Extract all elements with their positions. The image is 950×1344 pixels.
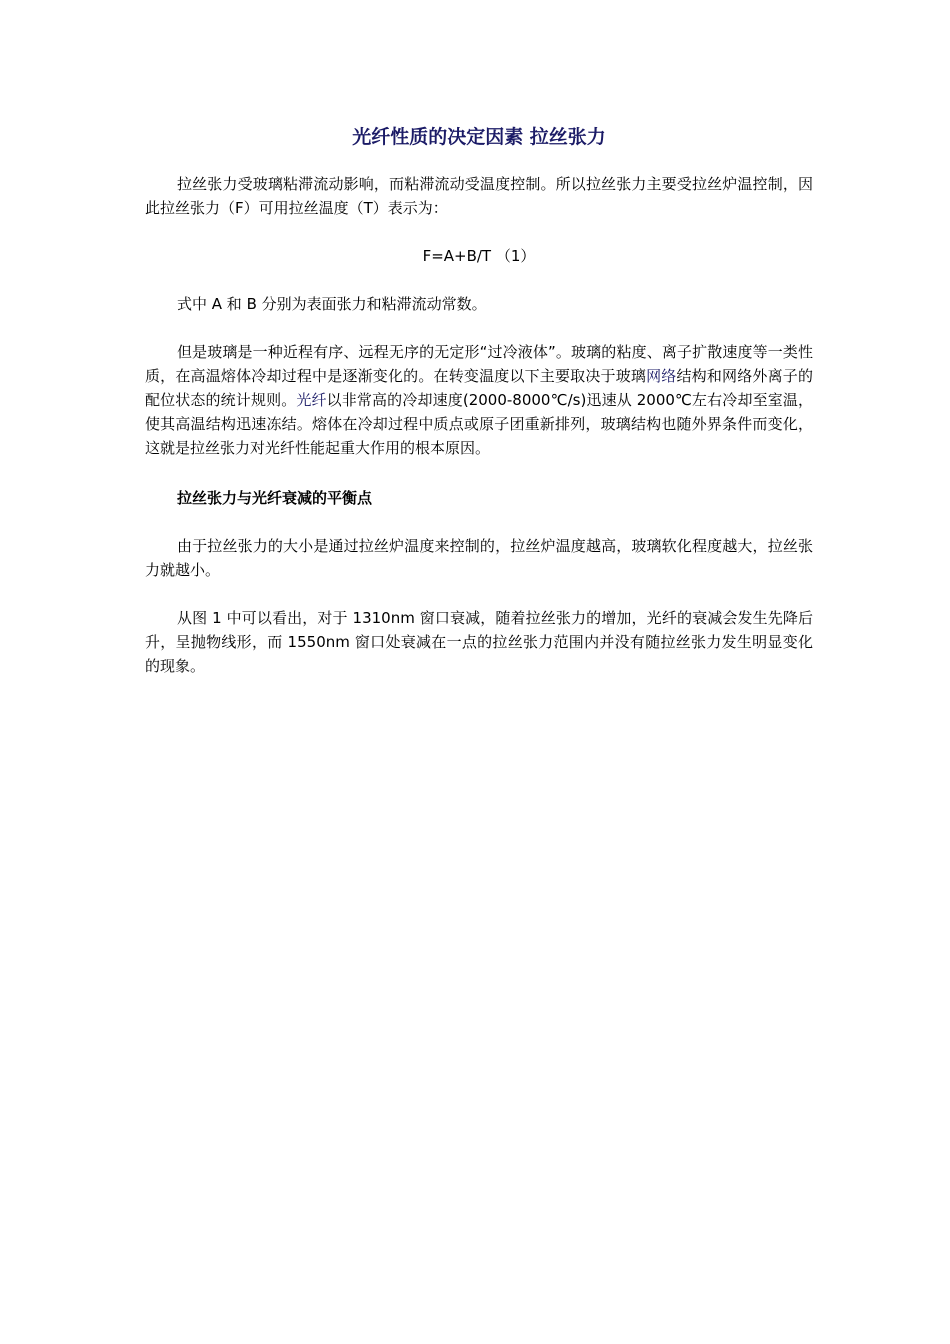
paragraph-glass-structure xyxy=(145,340,813,460)
paragraph-draw-tension-intro: 拉丝张力受玻璃粘滞流动影响，而粘滞流动受温度控制。所以拉丝张力主要受拉丝炉温控制，因此拉丝张力（F）可用拉丝温度（T）表示为： xyxy=(145,175,813,217)
paragraph-furnace-temperature: 由于拉丝张力的大小是通过拉丝炉温度来控制的，拉丝炉温度越高，玻璃软化程度越大，拉丝张力就越小。 xyxy=(145,537,813,579)
paragraph-attenuation: 从图 1 中可以看出，对于 1310nm 窗口衰减，随着拉丝张力的增加，光纤的衰减会发生先降后升，呈抛物线形，而 1550nm 窗口处衰减在一点的拉丝张力范围内并没有随拉丝张力发生明显变化的现象。 xyxy=(145,609,813,675)
paragraph-constants: 式中 A 和 B 分别为表面张力和粘滞流动常数。 xyxy=(177,295,487,313)
glass-structure-text-a: 但是玻璃是一种近程有序、远程无序的无定形“过冷液体”。玻璃的粘度、离子扩散速度等一类性质，在高温熔体冷却过程中是逐渐变化的。在转变温度以下主要取决于玻璃 xyxy=(145,343,813,385)
link-network[interactable]: 网络 xyxy=(646,367,677,385)
page-title: 光纤性质的决定因素 拉丝张力 xyxy=(352,126,606,148)
link-optical-fiber[interactable]: 光纤 xyxy=(296,391,327,409)
glass-structure-text-c: 以非常高的冷却速度(2000-8000℃/s)迅速从 2000℃左右冷却至室温，使其高温结构迅速冻结。熔体在冷却过程中质点或原子团重新排列，玻璃结构也随外界条件而变化，这就是拉丝张力对光纤性能起重大作用的根本原因。 xyxy=(145,391,813,457)
section-heading: 拉丝张力与光纤衰减的平衡点 xyxy=(177,489,373,507)
glass-structure-text-b: 结构和网络外离子的配位状态的统计规则。 xyxy=(145,367,813,409)
formula: F=A+B/T （1） xyxy=(422,247,536,265)
